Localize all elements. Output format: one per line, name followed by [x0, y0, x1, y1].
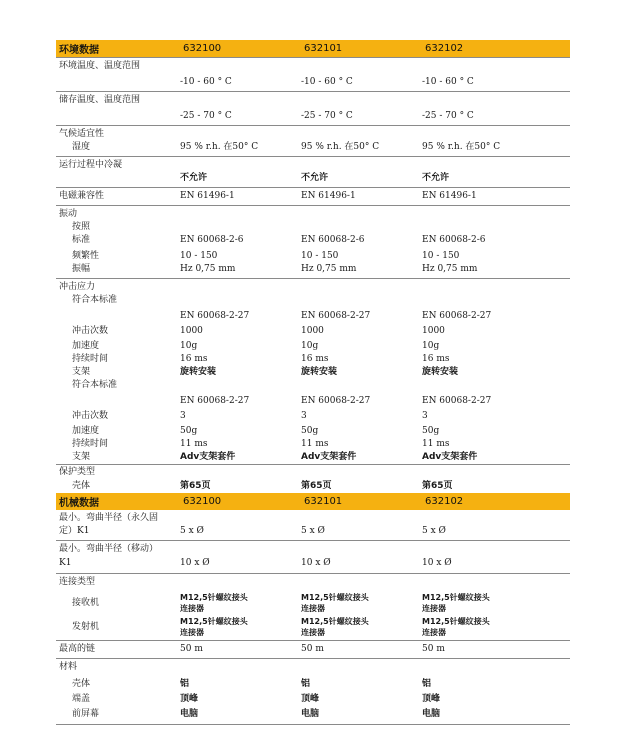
- spec-label: 冲击应力: [59, 282, 96, 292]
- spec-sublabel: 按照: [72, 222, 91, 232]
- spec-value: 连接器: [301, 604, 325, 613]
- spec-label: 电磁兼容性: [59, 191, 105, 201]
- spec-value: 连接器: [422, 604, 446, 613]
- spec-value: 3: [422, 411, 428, 421]
- spec-value: -10 - 60 ° C: [301, 77, 353, 87]
- spec-value: 95 % r.h. 在50° C: [301, 142, 380, 152]
- spec-label: 振动: [59, 209, 78, 219]
- spec-value: 10 - 150: [422, 251, 460, 261]
- spec-value: -25 - 70 ° C: [180, 111, 232, 121]
- spec-value: 第65页: [301, 481, 332, 491]
- spec-value: EN 60068-2-6: [301, 235, 365, 245]
- spec-block-material: [56, 658, 570, 725]
- spec-value: EN 61496-1: [422, 191, 477, 201]
- spec-sublabel: 符合本标准: [72, 295, 118, 305]
- spec-value: 10g: [180, 341, 198, 351]
- spec-sublabel: 符合本标准: [72, 380, 118, 390]
- spec-block-ambient: [56, 57, 570, 89]
- spec-value: Hz 0,75 mm: [301, 264, 357, 274]
- spec-value: 16 ms: [180, 354, 208, 364]
- spec-value: 旋转安装: [180, 367, 217, 377]
- spec-value: 50 m: [301, 644, 324, 654]
- spec-sublabel: 冲击次数: [72, 326, 109, 336]
- spec-sublabel: 支架: [72, 452, 91, 462]
- spec-value: 1000: [301, 326, 324, 336]
- spec-value: M12,5针螺纹接头: [180, 617, 248, 626]
- spec-value: 16 ms: [422, 354, 450, 364]
- spec-value: 50g: [180, 426, 198, 436]
- spec-value: 95 % r.h. 在50° C: [180, 142, 259, 152]
- spec-value: EN 60068-2-27: [301, 396, 371, 406]
- spec-block-max-chain: [56, 640, 570, 656]
- model-col: 632101: [304, 43, 343, 54]
- spec-value: Hz 0,75 mm: [422, 264, 478, 274]
- spec-value: 10 x Ø: [422, 558, 452, 568]
- spec-value: 连接器: [301, 628, 325, 637]
- spec-value: 11 ms: [422, 439, 450, 449]
- spec-block-emc: [56, 187, 570, 203]
- spec-block-shock: [56, 278, 570, 464]
- spec-value: EN 61496-1: [301, 191, 356, 201]
- spec-value: 不允许: [301, 173, 329, 183]
- spec-value: M12,5针螺纹接头: [301, 617, 369, 626]
- spec-value: 连接器: [180, 628, 204, 637]
- spec-sublabel: 频繁性: [72, 251, 100, 261]
- spec-block-vibration: [56, 205, 570, 276]
- spec-label: 运行过程中冷凝: [59, 160, 123, 170]
- spec-sublabel: 冲击次数: [72, 411, 109, 421]
- spec-value: 3: [301, 411, 307, 421]
- spec-sublabel: 接收机: [72, 597, 100, 608]
- spec-value: 50 m: [422, 644, 445, 654]
- spec-value: 50g: [422, 426, 440, 436]
- spec-value: M12,5针螺纹接头: [180, 593, 248, 602]
- spec-value: 顶峰: [180, 694, 199, 704]
- spec-value: 不允许: [422, 173, 450, 183]
- spec-value: Hz 0,75 mm: [180, 264, 236, 274]
- spec-value: EN 60068-2-27: [301, 311, 371, 321]
- spec-label-cont: K1: [59, 558, 72, 568]
- spec-value: 不允许: [180, 173, 208, 183]
- spec-sublabel: 发射机: [72, 621, 100, 632]
- spec-value: 10 x Ø: [180, 558, 210, 568]
- section-header-environment: [56, 40, 570, 57]
- spec-value: 11 ms: [180, 439, 208, 449]
- spec-value: 第65页: [422, 481, 453, 491]
- spec-value: 5 x Ø: [301, 526, 325, 536]
- spec-sublabel: 壳体: [72, 481, 91, 491]
- spec-value: EN 60068-2-6: [180, 235, 244, 245]
- spec-block-connection: [56, 573, 570, 638]
- spec-value: 5 x Ø: [180, 526, 204, 536]
- spec-block-protection: [56, 464, 570, 493]
- spec-sublabel: 湿度: [72, 142, 91, 152]
- spec-label: 最高的链: [59, 644, 96, 654]
- bottom-rule: [56, 724, 570, 725]
- spec-label-cont: 定）K1: [59, 526, 90, 536]
- spec-value: 10 x Ø: [301, 558, 331, 568]
- spec-value: 铝: [422, 679, 432, 689]
- spec-value: 16 ms: [301, 354, 329, 364]
- spec-value: 10g: [422, 341, 440, 351]
- spec-label: 连接类型: [59, 577, 96, 587]
- spec-sublabel: 振幅: [72, 264, 91, 274]
- spec-value: M12,5针螺纹接头: [422, 593, 490, 602]
- spec-value: Adv支架套件: [180, 452, 236, 462]
- spec-value: 铝: [301, 679, 311, 689]
- spec-block-condensation: [56, 156, 570, 185]
- spec-value: EN 60068-2-27: [422, 311, 492, 321]
- model-col: 632101: [304, 496, 343, 507]
- spec-value: 顶峰: [422, 694, 441, 704]
- spec-value: 电脑: [422, 709, 441, 719]
- spec-sublabel: 持续时间: [72, 354, 109, 364]
- section-header-mechanical: [56, 493, 570, 510]
- spec-sublabel: 标准: [72, 235, 91, 245]
- spec-label: 保护类型: [59, 467, 96, 477]
- spec-label: 最小。弯曲半径（移动）: [59, 544, 159, 554]
- spec-value: EN 60068-2-27: [180, 311, 250, 321]
- spec-value: 3: [180, 411, 186, 421]
- spec-label: 气候适宜性: [59, 129, 105, 139]
- spec-value: EN 60068-2-6: [422, 235, 486, 245]
- spec-value: -25 - 70 ° C: [422, 111, 474, 121]
- spec-block-bend-fixed: [56, 510, 570, 538]
- spec-value: 第65页: [180, 481, 211, 491]
- spec-value: 10g: [301, 341, 319, 351]
- spec-value: 50g: [301, 426, 319, 436]
- spec-label: 储存温度、温度范围: [59, 95, 141, 105]
- spec-value: 电脑: [180, 709, 199, 719]
- spec-value: M12,5针螺纹接头: [422, 617, 490, 626]
- spec-value: 10 - 150: [301, 251, 339, 261]
- model-col: 632100: [183, 43, 222, 54]
- spec-value: 10 - 150: [180, 251, 218, 261]
- spec-value: 1000: [180, 326, 203, 336]
- spec-sublabel: 加速度: [72, 341, 100, 351]
- section-title: 机械数据: [59, 498, 99, 509]
- spec-sheet: [56, 40, 570, 725]
- spec-sublabel: 支架: [72, 367, 91, 377]
- spec-value: EN 60068-2-27: [180, 396, 250, 406]
- spec-value: 11 ms: [301, 439, 329, 449]
- model-col: 632102: [425, 43, 464, 54]
- spec-value: -25 - 70 ° C: [301, 111, 353, 121]
- spec-sublabel: 前屏幕: [72, 709, 100, 719]
- spec-value: 旋转安装: [422, 367, 459, 377]
- spec-value: 连接器: [422, 628, 446, 637]
- spec-value: 50 m: [180, 644, 203, 654]
- spec-value: -10 - 60 ° C: [422, 77, 474, 87]
- spec-value: 旋转安装: [301, 367, 338, 377]
- spec-label: 材料: [59, 662, 78, 672]
- spec-value: EN 61496-1: [180, 191, 235, 201]
- spec-label: 最小。弯曲半径（永久固: [59, 513, 159, 523]
- spec-value: -10 - 60 ° C: [180, 77, 232, 87]
- spec-block-bend-moving: [56, 540, 570, 570]
- spec-block-climate: [56, 125, 570, 154]
- spec-value: 5 x Ø: [422, 526, 446, 536]
- spec-sublabel: 端盖: [72, 694, 91, 704]
- spec-sublabel: 壳体: [72, 679, 91, 689]
- model-col: 632100: [183, 496, 222, 507]
- spec-value: 铝: [180, 679, 190, 689]
- spec-sublabel: 持续时间: [72, 439, 109, 449]
- spec-value: 连接器: [180, 604, 204, 613]
- spec-value: 95 % r.h. 在50° C: [422, 142, 501, 152]
- model-col: 632102: [425, 496, 464, 507]
- section-title: 环境数据: [59, 45, 99, 56]
- spec-value: 1000: [422, 326, 445, 336]
- spec-sublabel: 加速度: [72, 426, 100, 436]
- spec-value: 电脑: [301, 709, 320, 719]
- spec-block-storage: [56, 91, 570, 123]
- spec-label: 环境温度、温度范围: [59, 61, 141, 71]
- spec-value: 顶峰: [301, 694, 320, 704]
- spec-value: M12,5针螺纹接头: [301, 593, 369, 602]
- spec-value: EN 60068-2-27: [422, 396, 492, 406]
- spec-value: Adv支架套件: [301, 452, 357, 462]
- spec-value: Adv支架套件: [422, 452, 478, 462]
